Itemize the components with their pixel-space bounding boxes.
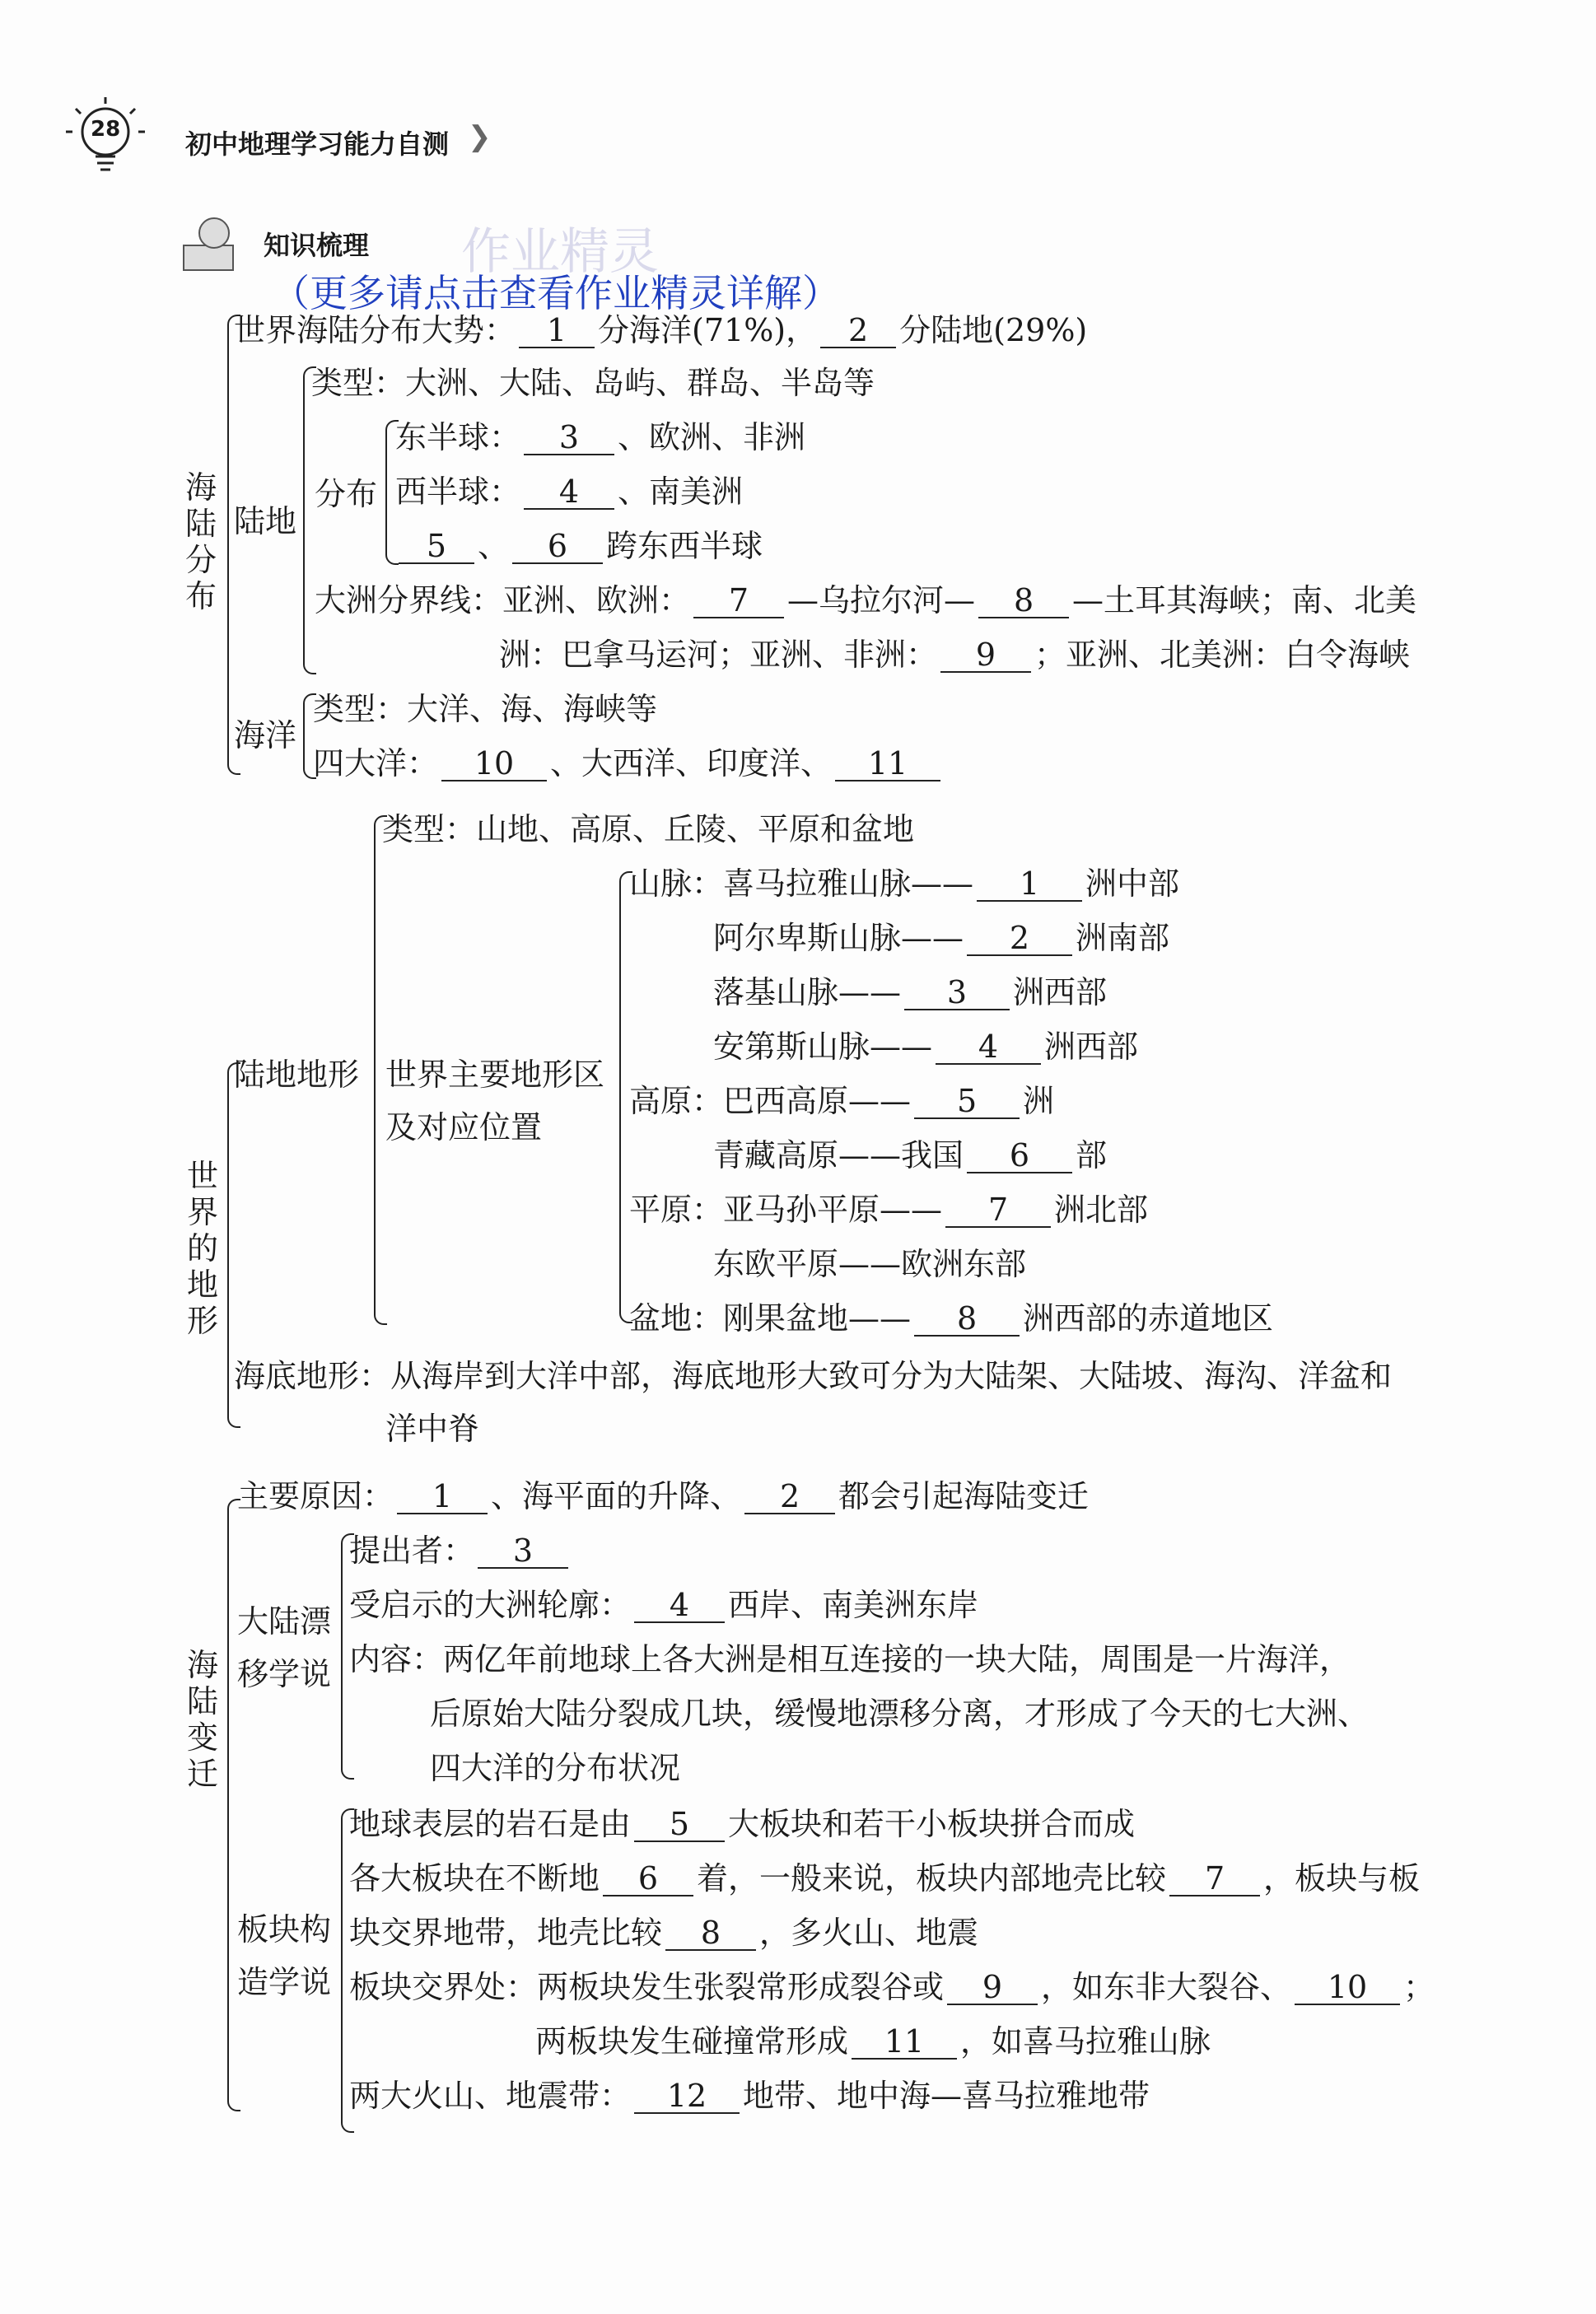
blank-3[interactable]: 3 [524,421,614,455]
tree-icon [177,212,251,278]
s2-plain-2: 东欧平原——欧洲东部 [713,1246,1027,1282]
s1-cross: 5 、 6 跨东西半球 [395,527,763,565]
blank-6[interactable]: 6 [512,530,603,564]
s1-ocean-type: 类型：大洋、海、海峡等 [313,691,658,727]
blank-28[interactable]: 9 [947,1971,1038,2005]
blank-16[interactable]: 5 [914,1085,1020,1119]
section-title: 知识梳理 [264,230,370,261]
blank-20[interactable]: 1 [397,1480,488,1514]
blank-10[interactable]: 10 [441,747,547,781]
s3-inspire: 受启示的大洲轮廓： 4 西岸、南美洲东岸 [349,1587,979,1623]
blank-25[interactable]: 6 [603,1862,693,1896]
blank-23[interactable]: 4 [634,1589,725,1623]
blank-31[interactable]: 12 [634,2079,740,2114]
s2-type: 类型：山地、高原、丘陵、平原和盆地 [382,811,915,847]
s2-seabed-line1: 海底地形：从海岸到大洋中部，海底地形大致可分为大陆架、大陆坡、海沟、洋盆和 [234,1358,1393,1394]
s2-region-label-2: 及对应位置 [385,1109,543,1145]
blank-18[interactable]: 7 [945,1193,1051,1228]
blank-13[interactable]: 2 [967,921,1072,956]
s1-boundary-line2: 洲：巴拿马运河；亚洲、非洲： 9 ；亚洲、北美洲：白令海峡 [499,637,1411,673]
blank-17[interactable]: 6 [967,1139,1072,1173]
blank-5[interactable]: 5 [399,530,474,564]
s2-region-label-1: 世界主要地形区 [385,1057,605,1093]
blank-27[interactable]: 8 [665,1916,756,1951]
s1-east: 东半球： 3 、欧洲、非洲 [395,419,806,455]
s3-plate-label-1: 板块构 [237,1911,332,1948]
blank-29[interactable]: 10 [1295,1971,1400,2005]
s2-mountain-3: 落基山脉—— 3 洲西部 [713,974,1108,1010]
blank-24[interactable]: 5 [634,1808,725,1842]
s1-ocean-label: 海洋 [234,717,297,753]
blank-30[interactable]: 11 [852,2025,957,2060]
blank-7[interactable]: 7 [693,584,784,618]
blank-22[interactable]: 3 [478,1534,568,1569]
s2-mountain-4: 安第斯山脉—— 4 洲西部 [713,1029,1139,1065]
blank-4[interactable]: 4 [524,475,614,510]
s1-land-type: 类型：大洲、大陆、岛屿、群岛、半岛等 [311,365,875,401]
blank-15[interactable]: 4 [936,1030,1041,1065]
s2-root-label: 世界的地形 [186,1158,218,1339]
s1-land-label: 陆地 [234,503,297,539]
s1-root-label: 海陆分布 [184,469,217,614]
blank-11[interactable]: 11 [835,747,940,781]
s3-plate-6: 两大火山、地震带： 12 地带、地中海—喜马拉雅地带 [349,2078,1150,2114]
blank-8[interactable]: 8 [978,584,1069,618]
blank-1[interactable]: 1 [519,314,595,348]
blank-19[interactable]: 8 [914,1302,1020,1337]
s2-plateau-1: 高原：巴西高原—— 5 洲 [629,1083,1055,1119]
blank-2[interactable]: 2 [820,314,896,348]
s2-mountain-2: 阿尔卑斯山脉—— 2 洲南部 [713,920,1170,956]
watermark-text: 作业精灵 [461,223,659,281]
s3-drift-label-1: 大陆漂 [237,1603,332,1640]
page-header [58,91,519,165]
s3-proposer: 提出者： 3 [349,1532,572,1570]
s3-plate-3: 块交界地带，地壳比较 8 ，多火山、地震 [349,1915,979,1951]
blank-14[interactable]: 3 [904,976,1010,1010]
s2-seabed-line2: 洋中脊 [385,1411,480,1447]
s3-cause: 主要原因： 1 、海平面的升降、 2 都会引起海陆变迁 [237,1478,1090,1514]
more-details-link[interactable]: （更多请点击查看作业精灵详解） [272,271,840,315]
s2-landform-label: 陆地地形 [234,1057,360,1093]
blank-26[interactable]: 7 [1169,1862,1260,1896]
s3-bracket [227,1499,240,2111]
s2-plateau-2: 青藏高原——我国 6 部 [713,1137,1108,1173]
s3-content-1: 内容：两亿年前地球上各大洲是相互连接的一块大陆，周围是一片海洋， [349,1641,1351,1677]
s3-plate-1: 地球表层的岩石是由 5 大板块和若干小板块拼合而成 [349,1806,1136,1842]
s3-drift-label-2: 移学说 [237,1656,332,1692]
blank-12[interactable]: 1 [977,867,1082,902]
s3-plate-5: 两板块发生碰撞常形成 11 ，如喜马拉雅山脉 [535,2023,1211,2060]
s3-plate-4: 板块交界处：两板块发生张裂常形成裂谷或 9 ，如东非大裂谷、 10 ； [349,1969,1435,2005]
page-number: 28 [91,117,121,142]
s3-content-2: 后原始大陆分裂成几块，缓慢地漂移分离，才形成了今天的七大洲、 [430,1696,1370,1732]
s3-plate-2: 各大板块在不断地 6 着，一般来说，板块内部地壳比较 7 ，板块与板 [349,1860,1421,1896]
s3-root-label: 海陆变迁 [186,1647,218,1792]
s1-west: 西半球： 4 、南美洲 [395,474,744,510]
s1-dist-label: 分布 [315,476,378,512]
chevron-right-icon: ❯ [468,120,492,153]
blank-21[interactable]: 2 [744,1480,835,1514]
s1-four-oceans: 四大洋： 10 、大西洋、印度洋、 11 [313,744,944,782]
s2-mountain-1: 山脉：喜马拉雅山脉—— 1 洲中部 [629,865,1180,902]
s1-boundary-line1: 大洲分界线：亚洲、欧洲： 7 —乌拉尔河— 8 —土耳其海峡；南、北美 [315,582,1417,618]
blank-9[interactable]: 9 [940,638,1031,673]
s2-plain-1: 平原：亚马孙平原—— 7 洲北部 [629,1192,1149,1228]
s2-basin: 盆地：刚果盆地—— 8 洲西部的赤道地区 [629,1300,1274,1337]
book-title: 初中地理学习能力自测 [185,128,450,160]
s3-plate-label-2: 造学说 [237,1964,332,2000]
s1-row-trend: 世界海陆分布大势： 1 分海洋(71%)， 2 分陆地(29%) [234,312,1088,348]
s1-land-bracket [303,366,316,674]
s1-bracket [227,315,240,775]
s3-content-3: 四大洋的分布状况 [430,1750,681,1786]
